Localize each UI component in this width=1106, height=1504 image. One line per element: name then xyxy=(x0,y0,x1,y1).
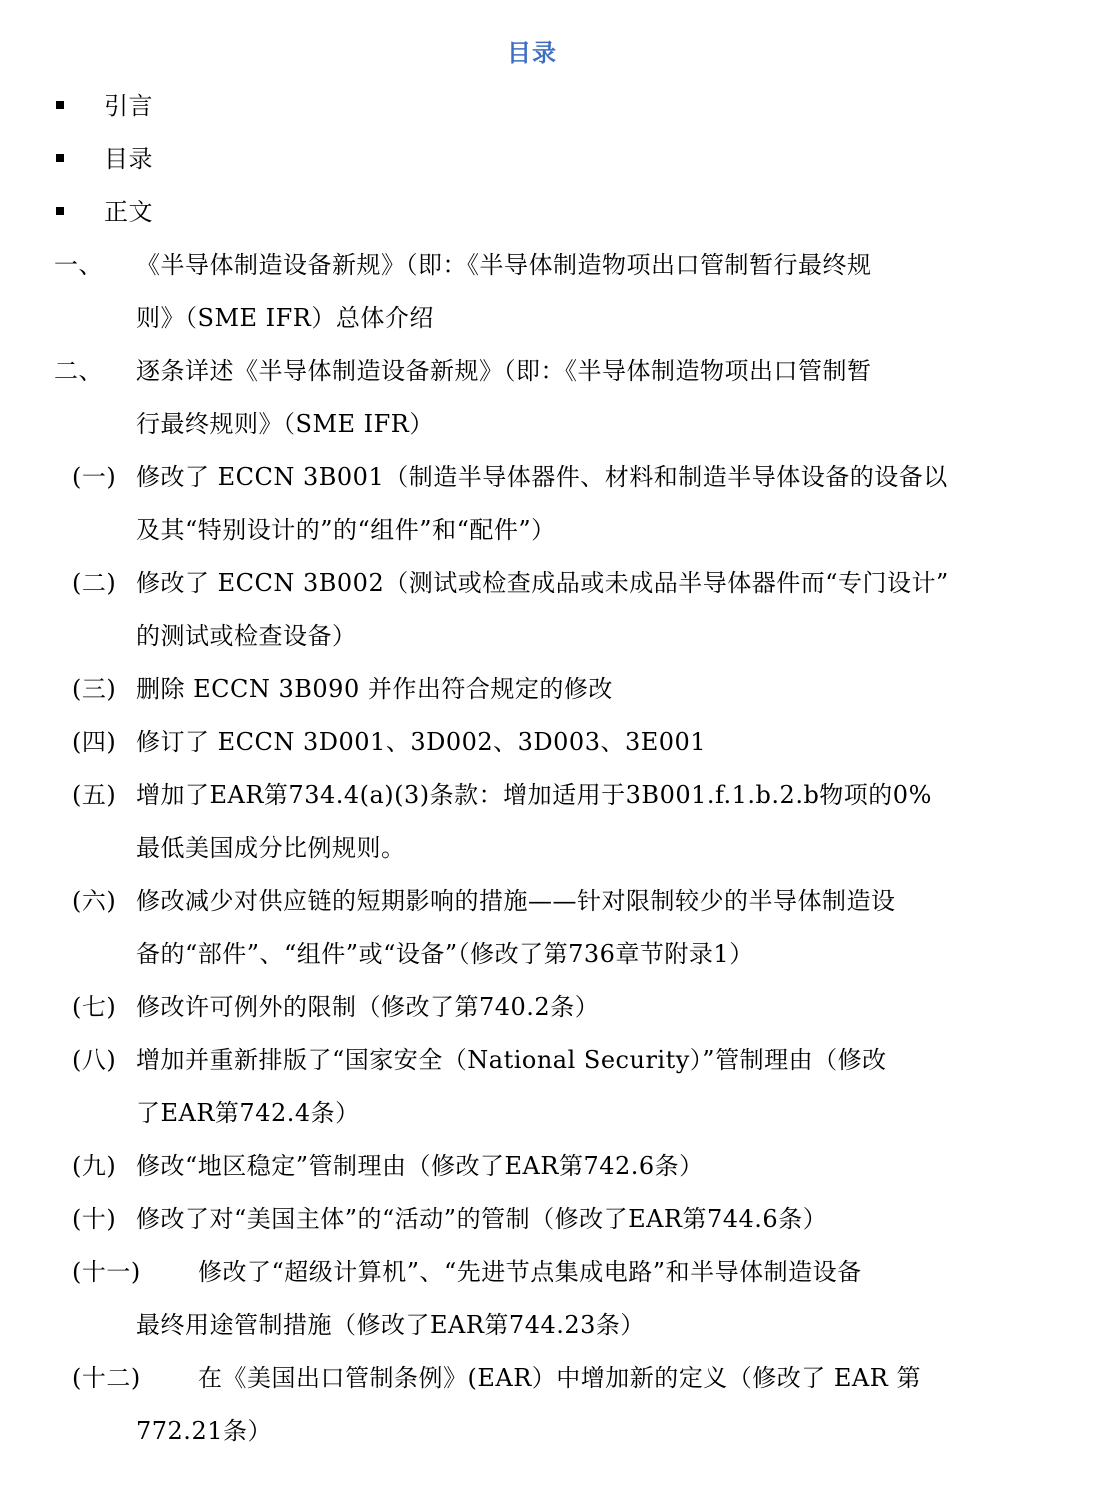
page-title: 目录 xyxy=(507,39,557,67)
toc-item-8-line-1[interactable]: 增加并重新排版了“国家安全（National Security）”管制理由（修改 xyxy=(136,1046,887,1074)
toc-bullet-contents[interactable]: 目录 xyxy=(104,145,153,173)
toc-section-1-line-1[interactable]: 《半导体制造设备新规》（即：《半导体制造物项出口管制暂行最终规 xyxy=(136,251,872,279)
toc-item-10-line-1[interactable]: 修改了对“美国主体”的“活动”的管制（修改了EAR第744.6条） xyxy=(136,1205,828,1233)
item-number: (二) xyxy=(72,569,117,597)
toc-item-11-line-2[interactable]: 最终用途管制措施（修改了EAR第744.23条） xyxy=(136,1311,645,1339)
toc-bullet-intro[interactable]: 引言 xyxy=(104,92,153,120)
item-number: (三) xyxy=(72,675,117,703)
toc-item-7-line-1[interactable]: 修改许可例外的限制（修改了第740.2条） xyxy=(136,993,600,1021)
toc-item-2-line-1[interactable]: 修改了 ECCN 3B002（测试或检查成品或未成品半导体器件而“专门设计” xyxy=(136,569,949,597)
toc-item-1-line-2[interactable]: 及其“特别设计的”的“组件”和“配件”） xyxy=(136,516,556,544)
toc-item-6-line-2[interactable]: 备的“部件”、“组件”或“设备”（修改了第736章节附录1） xyxy=(136,940,754,968)
item-number: (八) xyxy=(72,1046,117,1074)
toc-item-2-line-2[interactable]: 的测试或检查设备） xyxy=(136,622,357,650)
toc-item-9-line-1[interactable]: 修改“地区稳定”管制理由（修改了EAR第742.6条） xyxy=(136,1152,704,1180)
toc-item-4-line-1[interactable]: 修订了 ECCN 3D001、3D002、3D003、3E001 xyxy=(136,728,707,756)
toc-section-2-line-1[interactable]: 逐条详述《半导体制造设备新规》（即：《半导体制造物项出口管制暂 xyxy=(136,357,872,385)
toc-bullet-body[interactable]: 正文 xyxy=(104,198,153,226)
section-number: 一、 xyxy=(54,251,103,279)
item-number: (一) xyxy=(72,463,117,491)
bullet-square-icon xyxy=(56,154,64,162)
toc-item-1-line-1[interactable]: 修改了 ECCN 3B001（制造半导体器件、材料和制造半导体设备的设备以 xyxy=(136,463,948,491)
bullet-square-icon xyxy=(56,207,64,215)
toc-item-3-line-1[interactable]: 删除 ECCN 3B090 并作出符合规定的修改 xyxy=(136,675,613,703)
bullet-square-icon xyxy=(56,101,64,109)
item-number: (九) xyxy=(72,1152,117,1180)
toc-item-12-line-1[interactable]: 在《美国出口管制条例》(EAR）中增加新的定义（修改了 EAR 第 xyxy=(198,1364,921,1392)
toc-section-1-line-2[interactable]: 则》（SME IFR）总体介绍 xyxy=(136,304,434,332)
item-number: (四) xyxy=(72,728,117,756)
item-number: (十) xyxy=(72,1205,117,1233)
item-number: (七) xyxy=(72,993,117,1021)
toc-item-5-line-2[interactable]: 最低美国成分比例规则。 xyxy=(136,834,406,862)
item-number: (十二) xyxy=(72,1364,141,1392)
toc-item-8-line-2[interactable]: 了EAR第742.4条） xyxy=(136,1099,360,1127)
toc-item-11-line-1[interactable]: 修改了“超级计算机”、“先进节点集成电路”和半导体制造设备 xyxy=(198,1258,862,1286)
section-number: 二、 xyxy=(54,357,103,385)
toc-section-2-line-2[interactable]: 行最终规则》（SME IFR） xyxy=(136,410,434,438)
toc-item-12-line-2[interactable]: 772.21条） xyxy=(136,1417,272,1445)
item-number: (五) xyxy=(72,781,117,809)
item-number: (六) xyxy=(72,887,117,915)
toc-item-5-line-1[interactable]: 增加了EAR第734.4(a)(3)条款：增加适用于3B001.f.1.b.2.b物项的0% xyxy=(136,781,932,809)
toc-item-6-line-1[interactable]: 修改减少对供应链的短期影响的措施——针对限制较少的半导体制造设 xyxy=(136,887,896,915)
item-number: (十一) xyxy=(72,1258,141,1286)
